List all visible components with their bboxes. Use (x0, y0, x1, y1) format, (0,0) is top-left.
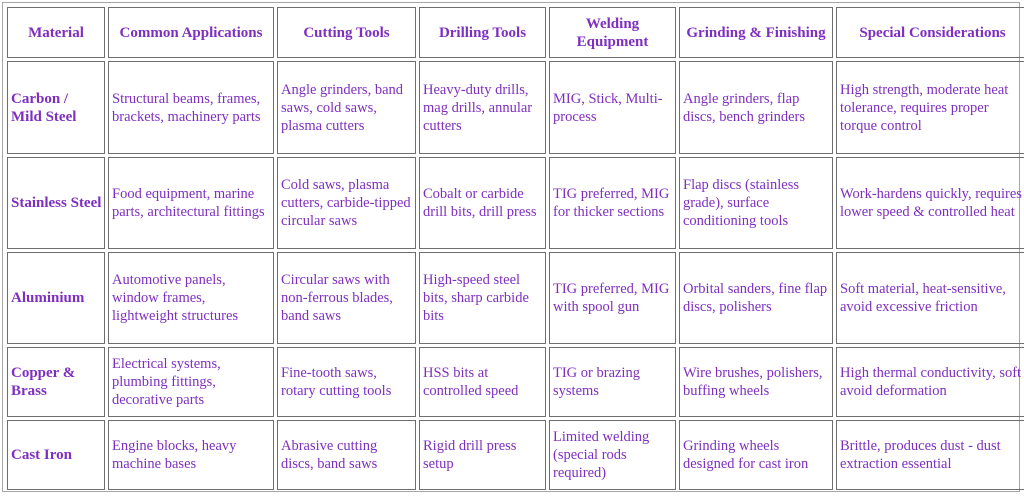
cell-grinding: Angle grinders, flap discs, bench grinders (679, 61, 833, 154)
header-special-considerations: Special Considerations (836, 7, 1024, 58)
cell-welding: TIG preferred, MIG for thicker sections (549, 157, 676, 249)
cell-welding: MIG, Stick, Multi-process (549, 61, 676, 154)
table-row (7, 347, 1024, 417)
cell-cutting: Abrasive cutting discs, band saws (277, 420, 416, 490)
materials-tools-table (4, 4, 1024, 493)
cell-applications: Electrical systems, plumbing fittings, decorative parts (108, 347, 274, 417)
cell-applications: Automotive panels, window frames, lightweight structures (108, 252, 274, 344)
cell-considerations: Soft material, heat-sensitive, avoid excessive friction (836, 252, 1024, 344)
cell-drilling: Cobalt or carbide drill bits, drill press (419, 157, 546, 249)
cell-considerations: High thermal conductivity, soft avoid deformation (836, 347, 1024, 417)
cell-drilling: High-speed steel bits, sharp carbide bits (419, 252, 546, 344)
cell-applications: Structural beams, frames, brackets, machinery parts (108, 61, 274, 154)
cell-material: Carbon / Mild Steel (7, 61, 105, 154)
header-welding-equipment: Welding Equipment (549, 7, 676, 58)
header-row (7, 7, 1024, 58)
header-material: Material (7, 7, 105, 58)
cell-drilling: Heavy-duty drills, mag drills, annular cutters (419, 61, 546, 154)
cell-welding: TIG or brazing systems (549, 347, 676, 417)
cell-considerations: Brittle, produces dust - dust extraction essential (836, 420, 1024, 490)
cell-grinding: Orbital sanders, fine flap discs, polishers (679, 252, 833, 344)
cell-material: Aluminium (7, 252, 105, 344)
cell-welding: TIG preferred, MIG with spool gun (549, 252, 676, 344)
header-common-applications: Common Applications (108, 7, 274, 58)
header-cutting-tools: Cutting Tools (277, 7, 416, 58)
cell-cutting: Cold saws, plasma cutters, carbide-tipped circular saws (277, 157, 416, 249)
cell-considerations: Work-hardens quickly, requires lower speed & controlled heat (836, 157, 1024, 249)
table-row (7, 420, 1024, 490)
cell-drilling: Rigid drill press setup (419, 420, 546, 490)
cell-cutting: Angle grinders, band saws, cold saws, plasma cutters (277, 61, 416, 154)
cell-grinding: Grinding wheels designed for cast iron (679, 420, 833, 490)
table-row (7, 61, 1024, 154)
cell-cutting: Circular saws with non-ferrous blades, band saws (277, 252, 416, 344)
cell-material: Cast Iron (7, 420, 105, 490)
table-row (7, 252, 1024, 344)
cell-welding: Limited welding (special rods required) (549, 420, 676, 490)
cell-cutting: Fine-tooth saws, rotary cutting tools (277, 347, 416, 417)
cell-drilling: HSS bits at controlled speed (419, 347, 546, 417)
header-grinding-finishing: Grinding & Finishing (679, 7, 833, 58)
table-row (7, 157, 1024, 249)
cell-grinding: Wire brushes, polishers, buffing wheels (679, 347, 833, 417)
cell-grinding: Flap discs (stainless grade), surface conditioning tools (679, 157, 833, 249)
header-drilling-tools: Drilling Tools (419, 7, 546, 58)
cell-material: Copper & Brass (7, 347, 105, 417)
cell-applications: Engine blocks, heavy machine bases (108, 420, 274, 490)
cell-material: Stainless Steel (7, 157, 105, 249)
cell-considerations: High strength, moderate heat tolerance, requires proper torque control (836, 61, 1024, 154)
cell-applications: Food equipment, marine parts, architectural fittings (108, 157, 274, 249)
